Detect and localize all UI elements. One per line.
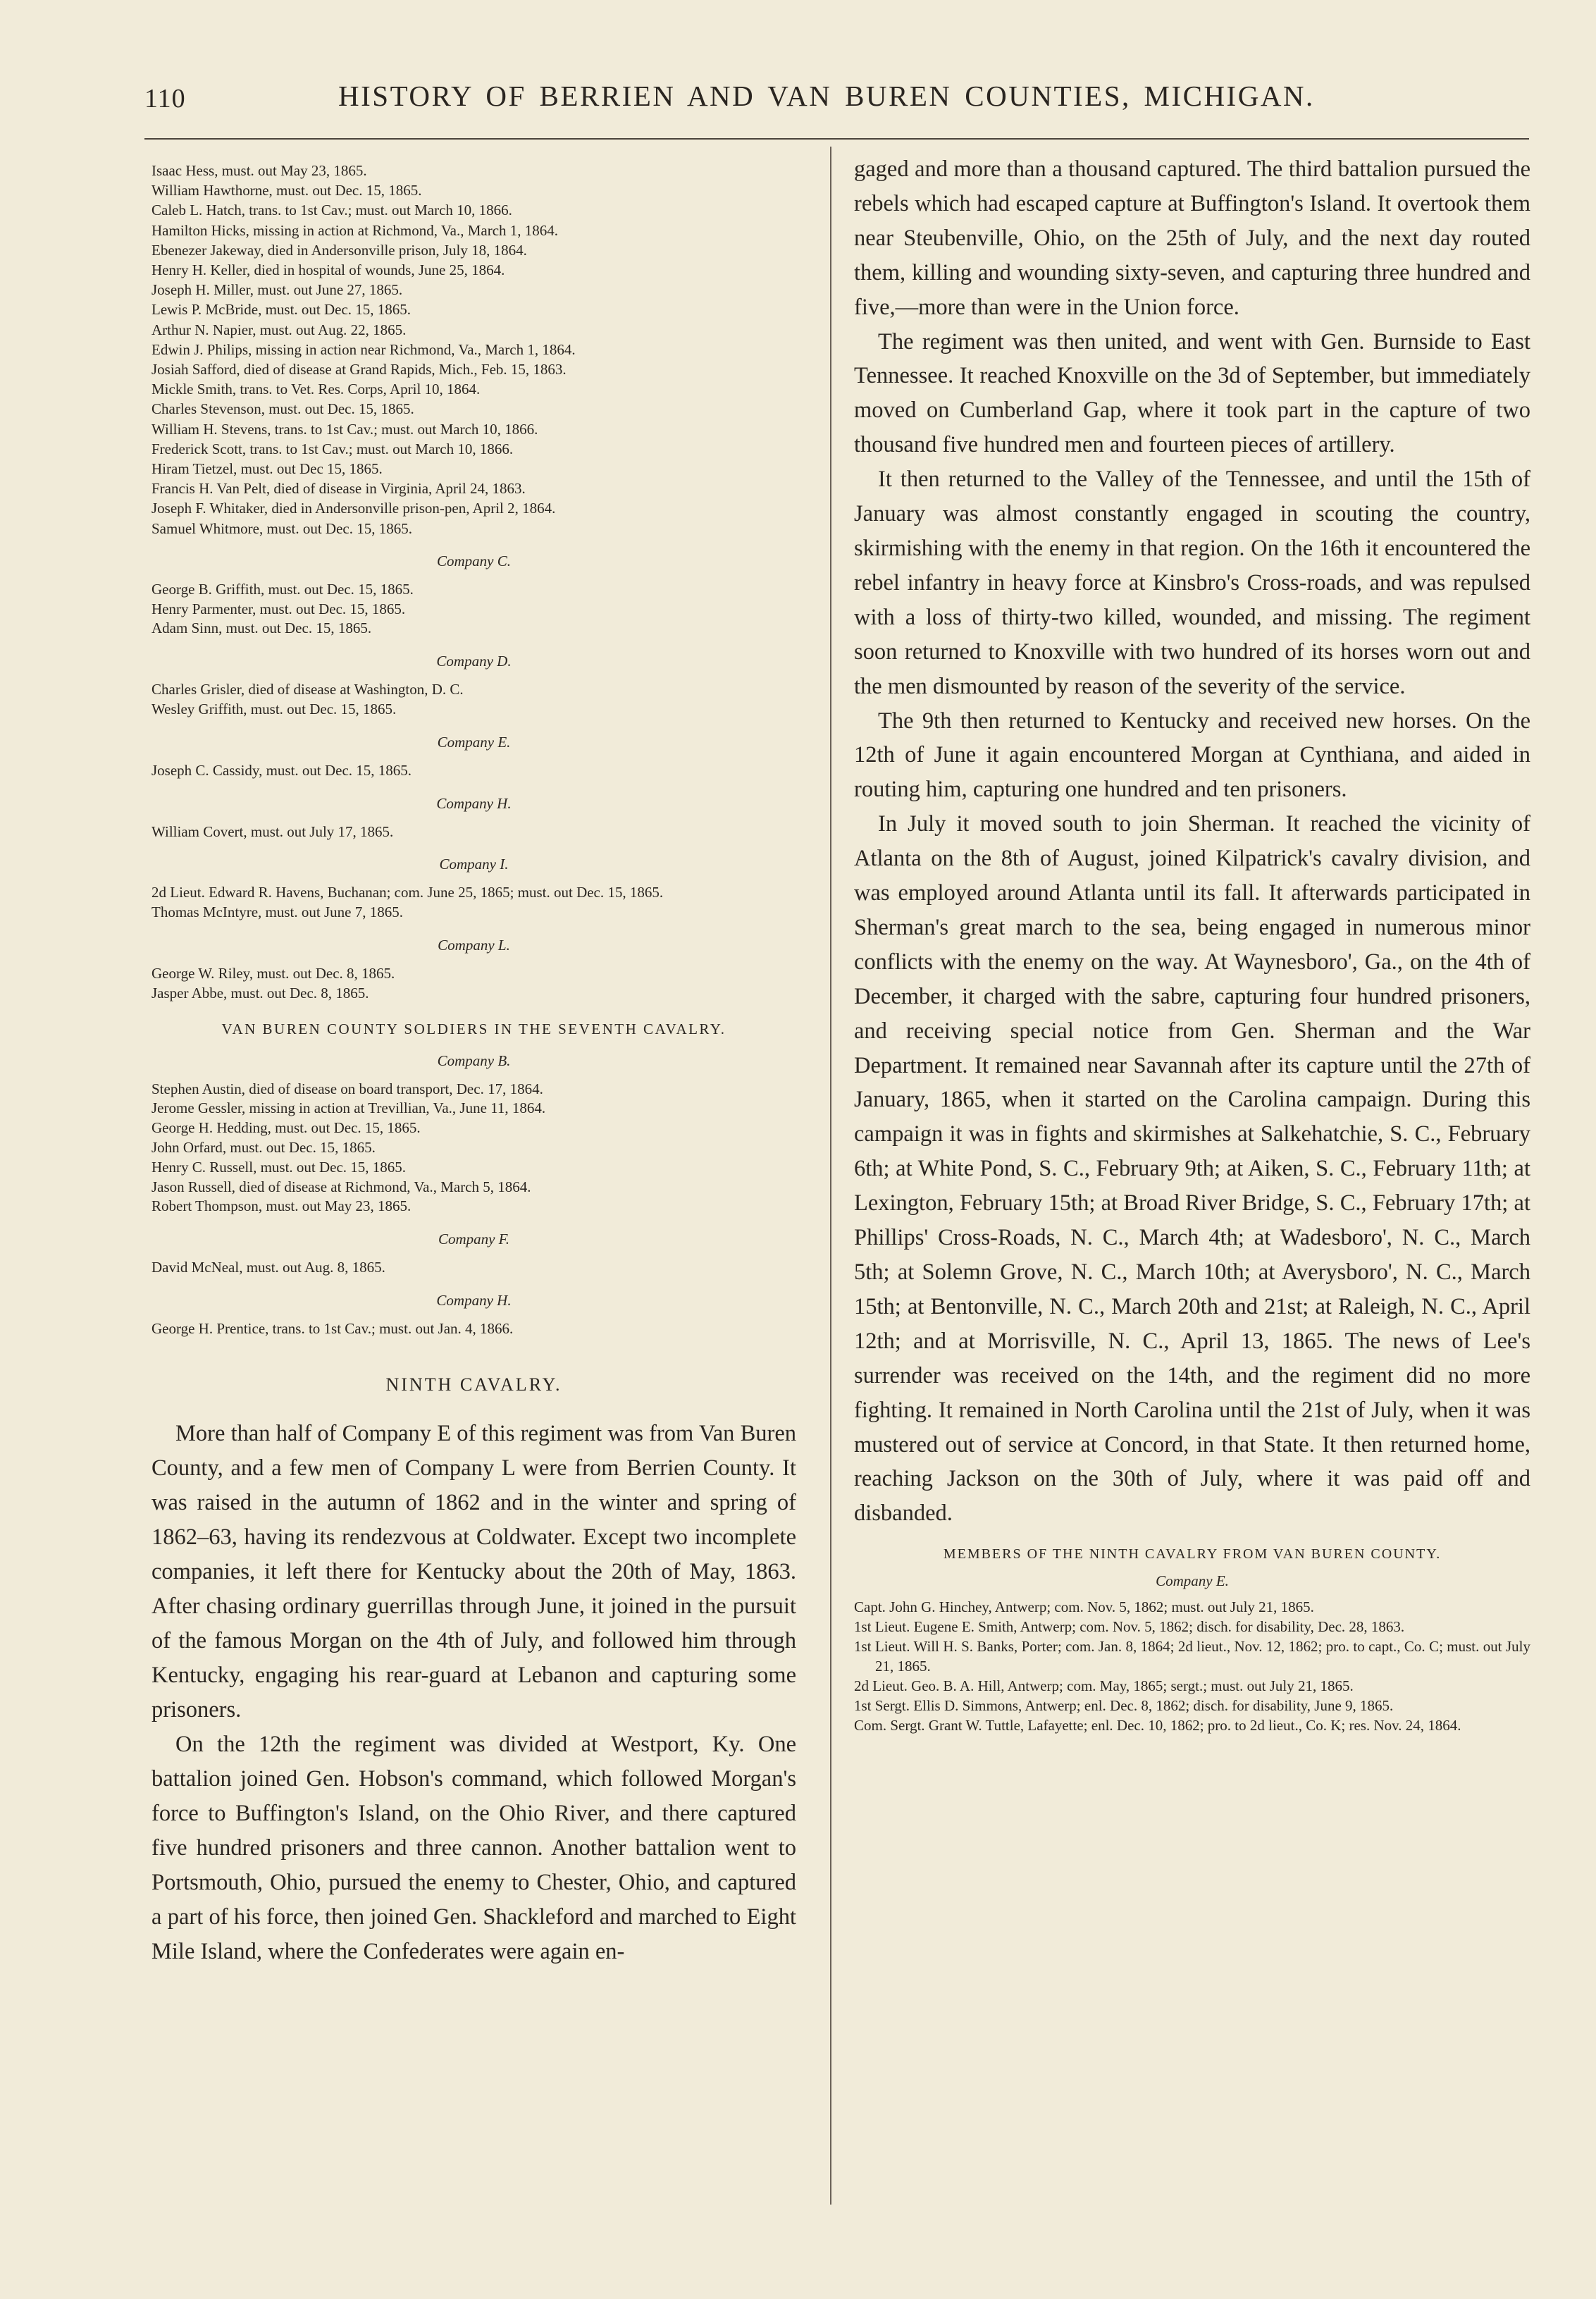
roster-entry: Hamilton Hicks, missing in action at Richmond, Va., March 1, 1864.: [151, 221, 559, 239]
roster-entry: Mickle Smith, trans. to Vet. Res. Corps, April 10, 1864.: [151, 381, 481, 398]
companies-block: [151, 553, 796, 1004]
paragraph: In July it moved south to join Sherman. It reached the vicinity of Atlanta on the 8th of August, joined Kilpatrick's cavalry division, and was employed around Atlanta until its fall. It afterwards participated in Sherman's great march to the sea, being engaged in numerous minor conflicts with the enemy on the way. At Waynesboro', Ga., on the 4th of December, it charged with the sabre, capturing four hundred prisoners, and receiving special notice from Gen. Sherman and the War Department. It remained near Savannah after its capture until the 27th of January, 1865, when it started on the Carolina campaign. During this campaign it was in fights and skirmishes at Salkehatchie, S. C., February 6th; at White Pond, S. C., February 9th; at Aiken, S. C., February 11th; at Lexington, February 15th; at Broad River Bridge, S. C., February 17th; at Phillips' Cross-Roads, N. C., March 4th; at Wadesboro', N. C., March 5th; at Solemn Grove, N. C., March 10th; at Averysboro', N. C., March 15th; at Bentonville, N. C., March 20th and 21st; at Raleigh, N. C., April 12th; and at Morrisville, N. C., April 13, 1865. The news of Lee's surrender was received on the 14th, and the regiment did no more fighting. It remained in North Carolina until the 21st of July, when it was mustered out of service at Concord, in that State. It then returned home, reaching Jackson on the 30th of July, where it was paid off and disbanded.: [854, 811, 1530, 1527]
running-head: HISTORY OF BERRIEN AND VAN BUREN COUNTIES, MICHIGAN.: [338, 80, 1315, 112]
paragraph: On the 12th the regiment was divided at Westport, Ky. One battalion joined Gen. Hobson's command, which followed Morgan's force to Buffington's Island, on the Ohio River, and there captured five hundred prisoners and three cannon. Another battalion went to Portsmouth, Ohio, pursued the enemy to Chester, Ohio, and captured a part of his force, then joined Gen. Shackleford and marched to Eight Mile Island, where the Confederates were again en-: [151, 1731, 796, 1964]
roster-entry: Jerome Gessler, missing in action at Trevillian, Va., June 11, 1864.: [151, 1099, 546, 1117]
roster-entry: Adam Sinn, must. out Dec. 15, 1865.: [151, 620, 372, 637]
roster-entry: Thomas McIntyre, must. out June 7, 1865.: [151, 904, 403, 921]
members-list: [854, 1597, 1530, 1735]
roster-entry: Robert Thompson, must. out May 23, 1865.: [151, 1197, 412, 1215]
company-heading: Company H.: [436, 1292, 512, 1309]
ninth-cavalry-title: NINTH CAVALRY.: [385, 1374, 562, 1395]
roster-entry: John Orfard, must. out Dec. 15, 1865.: [151, 1139, 376, 1157]
member-entry: Com. Sergt. Grant W. Tuttle, Lafayette; enl. Dec. 10, 1862; pro. to 2d lieut., Co. K; res. Nov. 24, 1864.: [854, 1717, 1461, 1734]
page-number: 110: [144, 84, 186, 113]
roster-entry: George H. Hedding, must. out Dec. 15, 1865.: [151, 1119, 421, 1137]
company-roster: [151, 1258, 796, 1278]
company-heading: Company F.: [438, 1231, 510, 1248]
roster-entry: Charles Stevenson, must. out Dec. 15, 1865.: [151, 400, 414, 418]
company-roster: [151, 1319, 796, 1339]
company-roster: [151, 822, 796, 842]
header-rule: [144, 138, 1529, 140]
roster-entry: Edwin J. Philips, missing in action near Richmond, Va., March 1, 1864.: [151, 340, 576, 358]
roster-entry: 2d Lieut. Edward R. Havens, Buchanan; com. June 25, 1865; must. out Dec. 15, 1865.: [151, 884, 664, 901]
right-column: [854, 152, 1530, 1735]
company-heading: Company L.: [438, 937, 510, 954]
member-entry: 1st Sergt. Ellis D. Simmons, Antwerp; enl. Dec. 8, 1862; disch. for disability, June 9, 1865.: [854, 1697, 1394, 1715]
company-roster: [151, 883, 796, 923]
company-heading: Company B.: [437, 1052, 511, 1069]
ninth-cavalry-prose: [151, 1417, 796, 1969]
roster-entry: Jason Russell, died of disease at Richmond, Va., March 5, 1864.: [151, 1178, 531, 1195]
member-entry: Capt. John G. Hinchey, Antwerp; com. Nov. 5, 1862; must. out July 21, 1865.: [854, 1598, 1314, 1616]
roster-entry: William H. Stevens, trans. to 1st Cav.; must. out March 10, 1866.: [151, 420, 538, 438]
members-title: MEMBERS OF THE NINTH CAVALRY FROM VAN BUREN COUNTY.: [943, 1546, 1442, 1563]
roster-entry: Josiah Safford, died of disease at Grand Rapids, Mich., Feb. 15, 1863.: [151, 361, 567, 378]
seventh-companies-block: [151, 1052, 796, 1339]
roster-entry: William Covert, must. out July 17, 1865.: [151, 822, 394, 840]
company-heading: Company C.: [437, 552, 511, 569]
roster-entry: George H. Prentice, trans. to 1st Cav.; must. out Jan. 4, 1866.: [151, 1320, 514, 1337]
roster-entry: Wesley Griffith, must. out Dec. 15, 1865.: [151, 701, 397, 718]
roster-entry: Francis H. Van Pelt, died of disease in Virginia, April 24, 1863.: [151, 480, 526, 498]
company-roster: [151, 680, 796, 720]
roster-entry: George B. Griffith, must. out Dec. 15, 1865.: [151, 580, 414, 598]
company-roster: [151, 964, 796, 1004]
roster-entry: Joseph H. Miller, must. out June 27, 1865.: [151, 281, 403, 299]
company-heading: Company D.: [436, 653, 512, 670]
roster-entry: Joseph F. Whitaker, died in Andersonville prison-pen, April 2, 1864.: [151, 500, 556, 517]
seventh-cavalry-title: VAN BUREN COUNTY SOLDIERS IN THE SEVENTH CAVALRY.: [221, 1020, 726, 1037]
roster-entry: George W. Riley, must. out Dec. 8, 1865.: [151, 965, 395, 982]
paragraph: gaged and more than a thousand captured. The third battalion pursued the rebels which had escaped capture at Buffington's Island. It overtook them near Steubenville, Ohio, on the 25th of July, and the next day routed them, killing and wounding sixty-seven, and capturing three hundred and five,—more than were in the Union force.: [854, 156, 1530, 320]
roster-entry: Stephen Austin, died of disease on board transport, Dec. 17, 1864.: [151, 1080, 543, 1097]
roster-entry: David McNeal, must. out Aug. 8, 1865.: [151, 1259, 385, 1276]
company-roster: [151, 761, 796, 781]
column-divider: [830, 147, 831, 2205]
roster-entry: Frederick Scott, trans. to 1st Cav.; must. out March 10, 1866.: [151, 440, 514, 457]
roster-entry: Jasper Abbe, must. out Dec. 8, 1865.: [151, 984, 369, 1001]
company-heading: Company I.: [439, 856, 509, 873]
member-entry: 1st Lieut. Eugene E. Smith, Antwerp; com. Nov. 5, 1862; disch. for disability, Dec. 28, 1863.: [854, 1618, 1405, 1636]
left-column: [151, 161, 796, 1969]
company-heading: Company H.: [436, 794, 512, 812]
roster-entry: Henry H. Keller, died in hospital of wounds, June 25, 1864.: [151, 261, 505, 279]
roster-entry: Charles Grisler, died of disease at Washington, D. C.: [151, 681, 464, 698]
roster-entry: Hiram Tietzel, must. out Dec 15, 1865.: [151, 460, 383, 478]
roster-entry: Samuel Whitmore, must. out Dec. 15, 1865.: [151, 519, 412, 537]
roster-entry: Ebenezer Jakeway, died in Andersonville prison, July 18, 1864.: [151, 241, 527, 259]
member-entry: 2d Lieut. Geo. B. A. Hill, Antwerp; com. May, 1865; sergt.; must. out July 21, 1865.: [854, 1677, 1354, 1695]
right-prose: [854, 152, 1530, 1531]
paragraph: More than half of Company E of this regiment was from Van Buren County, and a few men of Company L were from Berrien County. It was raised in the autumn of 1862 and in the winter and spring of 1862–63, having its rendezvous at Coldwater. Except two incomplete companies, it left there for Kentucky about the 20th of May, 1863. After chasing ordinary guerrillas through June, it joined in the pursuit of the famous Morgan on the 4th of July, and followed him through Kentucky, engaging his rear-guard at Lebanon and capturing some prisoners.: [151, 1420, 796, 1722]
member-entry: 1st Lieut. Will H. S. Banks, Porter; com. Jan. 8, 1864; 2d lieut., Nov. 12, 1862; pro. to capt., Co. C; must. out July 21, 1865.: [854, 1638, 1530, 1675]
roster-entry: Isaac Hess, must. out May 23, 1865.: [151, 162, 367, 179]
members-company-heading: Company E.: [1156, 1572, 1229, 1590]
company-roster: [151, 1080, 796, 1217]
roster-entry: William Hawthorne, must. out Dec. 15, 1865.: [151, 182, 422, 199]
roster-entry: Joseph C. Cassidy, must. out Dec. 15, 1865.: [151, 761, 412, 779]
paragraph: It then returned to the Valley of the Tennessee, and until the 15th of January was almost constantly engaged in scouting the country, skirmishing with the enemy in that region. On the 16th it encountered the rebel infantry in heavy force at Kinsbro's Cross-roads, and was repulsed with a loss of thirty-two killed, wounded, and missing. The regiment soon returned to Knoxville with two hundred of its horses worn out and the men dismounted by reason of the severity of the service.: [854, 467, 1530, 699]
roster-top: [151, 161, 796, 538]
roster-entry: Henry Parmenter, must. out Dec. 15, 1865.: [151, 600, 406, 617]
paragraph: The regiment was then united, and went with Gen. Burnside to East Tennessee. It reached Knoxville on the 3d of September, but immediately moved on Cumberland Gap, where it took part in the capture of two thousand five hundred men and fourteen pieces of artillery.: [854, 328, 1530, 458]
company-roster: [151, 580, 796, 639]
paragraph: The 9th then returned to Kentucky and received new horses. On the 12th of June it again encountered Morgan at Cynthiana, and aided in routing him, capturing one hundred and ten prisoners.: [854, 708, 1530, 803]
roster-entry: Arthur N. Napier, must. out Aug. 22, 1865.: [151, 321, 407, 338]
roster-entry: Caleb L. Hatch, trans. to 1st Cav.; must. out March 10, 1866.: [151, 202, 512, 219]
roster-entry: Henry C. Russell, must. out Dec. 15, 1865.: [151, 1158, 407, 1176]
roster-entry: Lewis P. McBride, must. out Dec. 15, 1865.: [151, 301, 412, 319]
company-heading: Company E.: [437, 733, 511, 751]
